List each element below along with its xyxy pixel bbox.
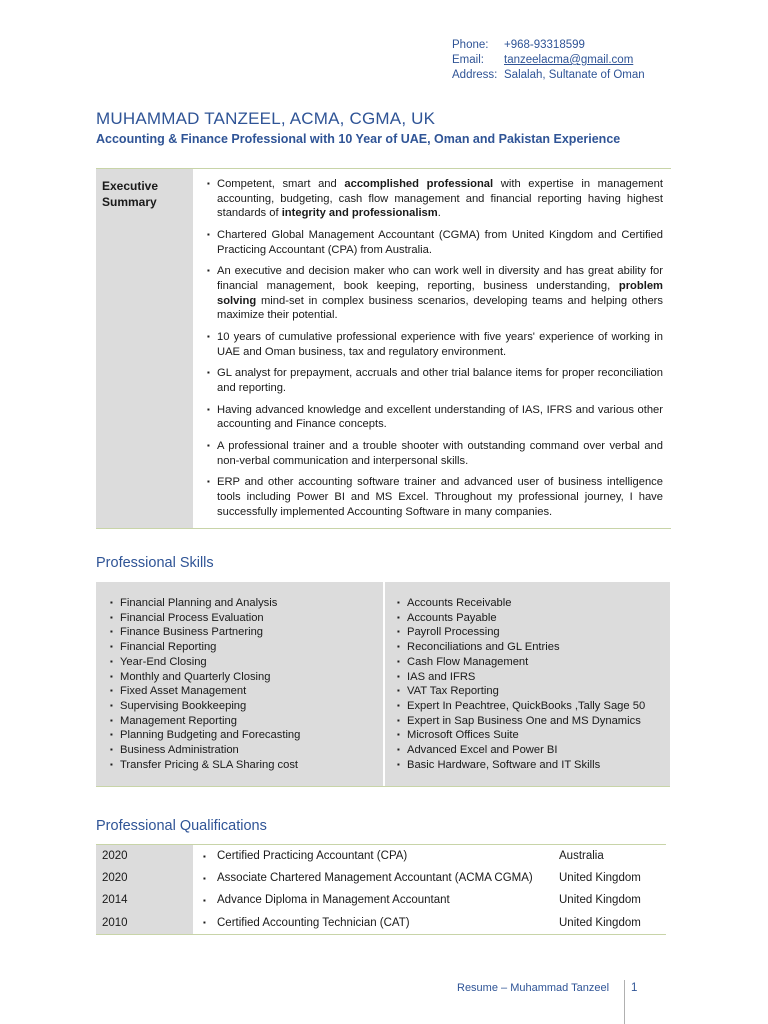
qualification-name: Certified Accounting Technician (CAT) xyxy=(217,916,410,929)
bullet-marker-icon: ▪ xyxy=(203,873,206,883)
bullet-marker-icon: ▪ xyxy=(207,404,210,414)
contact-address-row xyxy=(452,68,645,83)
skill-label: VAT Tax Reporting xyxy=(407,685,499,698)
skill-item xyxy=(397,714,670,729)
address-value: Salalah, Sultanate of Oman xyxy=(504,69,645,81)
bullet-marker-icon: ▪ xyxy=(110,745,113,755)
bullet-marker-icon: ▪ xyxy=(397,700,400,710)
skills-right-column xyxy=(383,582,670,786)
qualification-year: 2014 xyxy=(96,889,193,911)
bullet-marker-icon: ▪ xyxy=(397,745,400,755)
summary-bullet xyxy=(207,264,663,322)
skill-item xyxy=(110,714,383,729)
bullet-marker-icon: ▪ xyxy=(207,441,210,451)
skill-label: Basic Hardware, Software and IT Skills xyxy=(407,758,601,771)
skill-label: Financial Process Evaluation xyxy=(120,611,264,624)
candidate-tagline: Accounting & Finance Professional with 10 Year of UAE, Oman and Pakistan Experience xyxy=(96,132,621,146)
bullet-marker-icon: ▪ xyxy=(207,266,210,276)
phone-value: +968-93318599 xyxy=(504,39,585,51)
skill-item xyxy=(397,611,670,626)
skill-label: Management Reporting xyxy=(120,714,237,727)
page-number: 1 xyxy=(631,982,638,994)
bullet-marker-icon: ▪ xyxy=(110,598,113,607)
bullet-marker-icon: ▪ xyxy=(207,477,210,487)
skills-left-column xyxy=(96,582,383,786)
skill-label: Microsoft Offices Suite xyxy=(407,729,519,742)
qualification-place: Australia xyxy=(559,850,604,863)
bullet-marker-icon: ▪ xyxy=(110,700,113,710)
skill-item xyxy=(110,743,383,758)
summary-bullet xyxy=(207,177,663,221)
bullet-marker-icon: ▪ xyxy=(397,715,400,725)
qualification-year: 2020 xyxy=(96,867,193,889)
qualification-place: United Kingdom xyxy=(559,894,641,907)
skill-item xyxy=(397,596,670,611)
summary-bullet-text: ERP and other accounting software trainer and advanced user of business intelligence tools including Power BI and MS Excel. Throughout my professional journey, I have successfully implemented Accounting Software in many companies. xyxy=(217,476,663,518)
skill-item xyxy=(397,699,670,714)
bullet-marker-icon: ▪ xyxy=(207,179,210,188)
skill-item xyxy=(397,625,670,640)
skill-item xyxy=(397,758,670,773)
summary-bullet-text: An executive and decision maker who can work well in diversity and has great ability for financial management, book keeping, reporting, business understanding, problem solving mind-set in complex business scenarios, developing teams and helping others maximize their potential. xyxy=(217,265,663,322)
skill-label: Monthly and Quarterly Closing xyxy=(120,670,271,683)
bullet-marker-icon: ▪ xyxy=(110,671,113,681)
skill-item xyxy=(397,640,670,655)
executive-summary-label: Executive Summary xyxy=(96,169,193,528)
summary-bullet-text: GL analyst for prepayment, accruals and other trial balance items for proper reconciliation and reporting. xyxy=(217,367,663,394)
bullet-marker-icon: ▪ xyxy=(397,612,400,622)
skill-label: Reconciliations and GL Entries xyxy=(407,641,560,654)
skill-label: Payroll Processing xyxy=(407,626,500,639)
skill-item xyxy=(110,699,383,714)
skills-title: Professional Skills xyxy=(96,555,214,571)
qualification-year: 2020 xyxy=(96,845,193,867)
summary-bullet xyxy=(207,439,663,468)
skill-item xyxy=(110,596,383,611)
skill-item xyxy=(110,640,383,655)
qualification-row xyxy=(96,867,666,889)
summary-bullet-text: Competent, smart and accomplished professional with expertise in management accounting, budgeting, cash flow management and financial reporting having highest standards of integrity and professionalism. xyxy=(217,178,663,220)
bullet-marker-icon: ▪ xyxy=(397,686,400,696)
skills-section xyxy=(96,582,670,787)
bullet-marker-icon: ▪ xyxy=(110,730,113,740)
bullet-marker-icon: ▪ xyxy=(110,642,113,652)
skill-label: Finance Business Partnering xyxy=(120,626,264,639)
footer-text: Resume – Muhammad Tanzeel xyxy=(457,982,610,994)
bullet-marker-icon: ▪ xyxy=(203,895,206,905)
footer-divider xyxy=(624,980,625,1024)
qualification-row xyxy=(96,845,666,867)
executive-summary-bullets xyxy=(193,169,671,528)
skill-item xyxy=(397,728,670,743)
summary-bullet xyxy=(207,475,663,519)
summary-bullet-text: A professional trainer and a trouble shooter with outstanding command over verbal and non-verbal communication and interpersonal skills. xyxy=(217,440,663,467)
bullet-marker-icon: ▪ xyxy=(110,715,113,725)
bullet-marker-icon: ▪ xyxy=(207,331,210,341)
skill-item xyxy=(110,684,383,699)
skill-label: Accounts Payable xyxy=(407,611,497,624)
skill-label: Planning Budgeting and Forecasting xyxy=(120,729,301,742)
qualification-name: Associate Chartered Management Accountant (ACMA CGMA) xyxy=(217,872,533,885)
skill-label: Accounts Receivable xyxy=(407,597,512,609)
skill-item xyxy=(110,625,383,640)
skill-label: Expert In Peachtree, QuickBooks ,Tally Sage 50 xyxy=(407,699,646,712)
qualification-row xyxy=(96,912,666,934)
qualification-place: United Kingdom xyxy=(559,916,641,929)
bullet-marker-icon: ▪ xyxy=(397,730,400,740)
bullet-marker-icon: ▪ xyxy=(397,598,400,607)
contact-block xyxy=(452,38,645,83)
summary-bullet-text: Chartered Global Management Accountant (CGMA) from United Kingdom and Certified Practicing Accountant (CPA) from Australia. xyxy=(217,228,663,256)
skill-item xyxy=(397,655,670,670)
qualification-year: 2010 xyxy=(96,912,193,934)
skill-item xyxy=(397,684,670,699)
skill-label: IAS and IFRS xyxy=(407,670,476,683)
phone-label: Phone: xyxy=(452,39,489,51)
bullet-marker-icon: ▪ xyxy=(207,229,210,239)
skill-label: Business Administration xyxy=(120,744,239,757)
bullet-marker-icon: ▪ xyxy=(397,656,400,666)
bullet-marker-icon: ▪ xyxy=(110,656,113,666)
bullet-marker-icon: ▪ xyxy=(397,759,400,769)
skill-label: Cash Flow Management xyxy=(407,655,529,668)
skill-item xyxy=(397,670,670,685)
skill-label: Financial Planning and Analysis xyxy=(120,597,278,609)
qualifications-table xyxy=(96,844,666,935)
skill-label: Year-End Closing xyxy=(120,655,207,668)
skill-item xyxy=(397,743,670,758)
summary-bullet-text: 10 years of cumulative professional experience with five years' experience of working in UAE and Oman business, tax and regulatory environment. xyxy=(217,330,663,358)
contact-email-row xyxy=(452,53,645,68)
bullet-marker-icon: ▪ xyxy=(203,851,206,861)
summary-bullet xyxy=(207,366,663,395)
skill-label: Advanced Excel and Power BI xyxy=(407,744,558,757)
qualification-row xyxy=(96,889,666,911)
email-label: Email: xyxy=(452,54,484,66)
summary-bullet xyxy=(207,228,663,257)
skill-item xyxy=(110,758,383,773)
bullet-marker-icon: ▪ xyxy=(110,612,113,622)
bullet-marker-icon: ▪ xyxy=(397,627,400,637)
contact-phone-row xyxy=(452,38,645,53)
email-link[interactable]: tanzeelacma@gmail.com xyxy=(504,54,634,66)
skill-label: Financial Reporting xyxy=(120,641,217,654)
bullet-marker-icon: ▪ xyxy=(110,686,113,696)
bullet-marker-icon: ▪ xyxy=(203,918,206,928)
bullet-marker-icon: ▪ xyxy=(110,759,113,769)
skill-label: Fixed Asset Management xyxy=(120,685,247,698)
address-label: Address: xyxy=(452,69,498,81)
bullet-marker-icon: ▪ xyxy=(207,368,210,378)
skill-label: Expert in Sap Business One and MS Dynamics xyxy=(407,714,641,727)
summary-bullet xyxy=(207,403,663,432)
qualification-name: Certified Practicing Accountant (CPA) xyxy=(217,850,408,863)
candidate-name: MUHAMMAD TANZEEL, ACMA, CGMA, UK xyxy=(96,109,436,128)
skill-label: Transfer Pricing & SLA Sharing cost xyxy=(120,758,299,771)
skill-item xyxy=(110,728,383,743)
summary-bullet-text: Having advanced knowledge and excellent understanding of IAS, IFRS and various other accounting and Finance concepts. xyxy=(217,403,663,431)
skill-item xyxy=(110,670,383,685)
qualification-name: Advance Diploma in Management Accountant xyxy=(217,894,450,907)
bullet-marker-icon: ▪ xyxy=(397,642,400,652)
qualification-place: United Kingdom xyxy=(559,872,641,885)
bullet-marker-icon: ▪ xyxy=(397,671,400,681)
skill-label: Supervising Bookkeeping xyxy=(120,699,247,712)
summary-bullet xyxy=(207,330,663,359)
qualifications-title: Professional Qualifications xyxy=(96,818,267,834)
skill-item xyxy=(110,611,383,626)
executive-summary-section xyxy=(96,168,671,529)
skill-item xyxy=(110,655,383,670)
bullet-marker-icon: ▪ xyxy=(110,627,113,637)
